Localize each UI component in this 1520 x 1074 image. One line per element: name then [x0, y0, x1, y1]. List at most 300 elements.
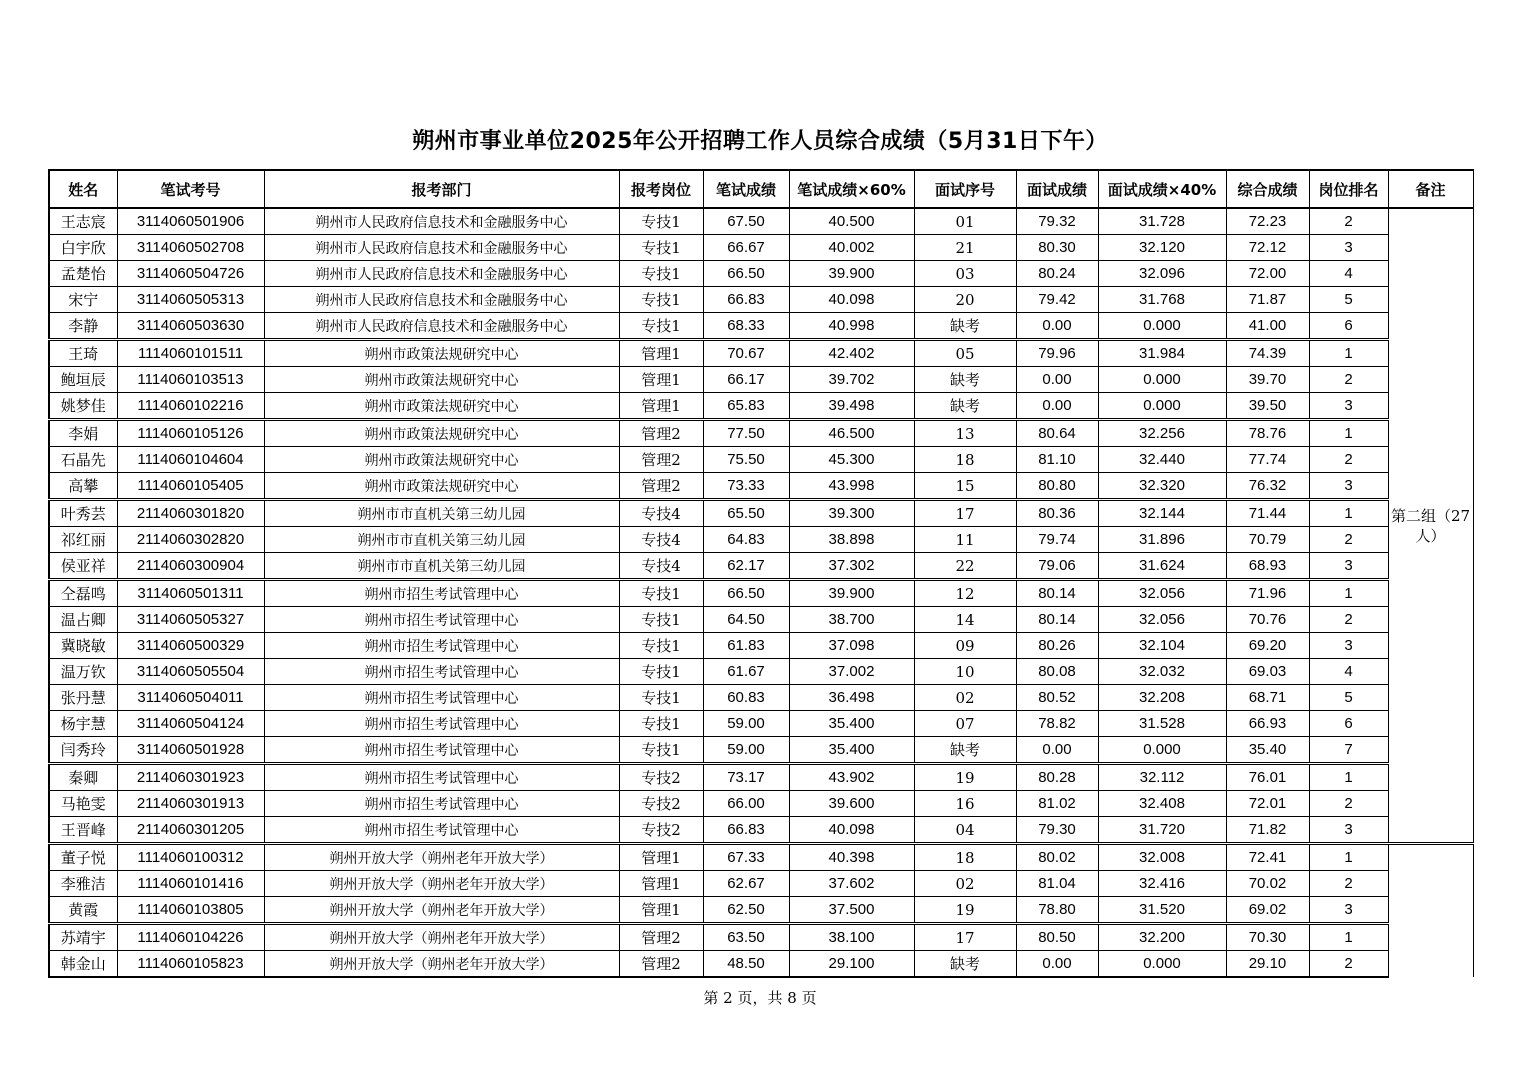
- cell-seq: 02: [914, 871, 1016, 897]
- cell-written: 68.33: [703, 313, 789, 340]
- cell-written-60: 39.600: [789, 791, 914, 817]
- cell-seq: 07: [914, 711, 1016, 737]
- cell-interview-40: 32.320: [1098, 473, 1226, 500]
- cell-dept: 朔州开放大学（朔州老年开放大学）: [264, 871, 619, 897]
- cell-post: 管理1: [619, 340, 703, 367]
- cell-dept: 朔州市政策法规研究中心: [264, 393, 619, 420]
- cell-written-60: 35.400: [789, 711, 914, 737]
- cell-written-60: 46.500: [789, 420, 914, 447]
- cell-dept: 朔州市招生考试管理中心: [264, 659, 619, 685]
- cell-rank: 3: [1309, 633, 1388, 659]
- cell-exam-id: 2114060301205: [117, 817, 264, 844]
- score-table: [48, 169, 1474, 978]
- footer-prefix: 第: [703, 989, 719, 1007]
- cell-exam-id: 3114060505327: [117, 607, 264, 633]
- cell-interview: 79.32: [1016, 208, 1098, 235]
- cell-post: 专技2: [619, 817, 703, 844]
- cell-written: 64.83: [703, 527, 789, 553]
- table-row: [49, 897, 1473, 924]
- table-row: [49, 871, 1473, 897]
- cell-name: 温占卿: [49, 607, 117, 633]
- cell-name: 宋宁: [49, 287, 117, 313]
- cell-dept: 朔州市市直机关第三幼儿园: [264, 500, 619, 527]
- cell-interview-40: 31.728: [1098, 208, 1226, 235]
- table-row: [49, 924, 1473, 951]
- cell-exam-id: 1114060101416: [117, 871, 264, 897]
- cell-written: 66.83: [703, 287, 789, 313]
- cell-seq: 15: [914, 473, 1016, 500]
- cell-post: 管理2: [619, 447, 703, 473]
- cell-written: 59.00: [703, 737, 789, 764]
- cell-seq: 03: [914, 261, 1016, 287]
- cell-interview-40: 32.440: [1098, 447, 1226, 473]
- cell-interview: 78.80: [1016, 897, 1098, 924]
- cell-interview-40: 0.000: [1098, 951, 1226, 978]
- cell-interview-40: 32.416: [1098, 871, 1226, 897]
- cell-name: 闫秀玲: [49, 737, 117, 764]
- cell-dept: 朔州开放大学（朔州老年开放大学）: [264, 924, 619, 951]
- cell-written: 77.50: [703, 420, 789, 447]
- cell-written: 66.17: [703, 367, 789, 393]
- cell-written: 66.50: [703, 261, 789, 287]
- table-row: [49, 527, 1473, 553]
- cell-interview: 81.04: [1016, 871, 1098, 897]
- cell-interview-40: 32.056: [1098, 607, 1226, 633]
- cell-exam-id: 2114060301913: [117, 791, 264, 817]
- cell-written: 62.50: [703, 897, 789, 924]
- cell-total: 70.76: [1226, 607, 1309, 633]
- cell-total: 76.32: [1226, 473, 1309, 500]
- table-row: [49, 685, 1473, 711]
- cell-post: 专技1: [619, 261, 703, 287]
- cell-post: 专技1: [619, 287, 703, 313]
- cell-seq: 02: [914, 685, 1016, 711]
- cell-rank: 2: [1309, 208, 1388, 235]
- cell-exam-id: 1114060102216: [117, 393, 264, 420]
- cell-interview: 80.28: [1016, 764, 1098, 791]
- cell-name: 孟楚怡: [49, 261, 117, 287]
- cell-name: 董子悦: [49, 844, 117, 871]
- cell-rank: 2: [1309, 871, 1388, 897]
- cell-exam-id: 2114060302820: [117, 527, 264, 553]
- cell-dept: 朔州开放大学（朔州老年开放大学）: [264, 951, 619, 978]
- cell-rank: 3: [1309, 553, 1388, 580]
- cell-exam-id: 3114060504011: [117, 685, 264, 711]
- cell-seq: 19: [914, 764, 1016, 791]
- cell-rank: 1: [1309, 340, 1388, 367]
- header-rank: 岗位排名: [1309, 170, 1388, 208]
- cell-exam-id: 3114060501906: [117, 208, 264, 235]
- cell-seq: 04: [914, 817, 1016, 844]
- cell-total: 71.87: [1226, 287, 1309, 313]
- cell-written-60: 37.098: [789, 633, 914, 659]
- cell-interview: 79.06: [1016, 553, 1098, 580]
- cell-total: 74.39: [1226, 340, 1309, 367]
- cell-rank: 4: [1309, 261, 1388, 287]
- cell-interview-40: 32.032: [1098, 659, 1226, 685]
- cell-interview-40: 31.520: [1098, 897, 1226, 924]
- cell-written-60: 37.500: [789, 897, 914, 924]
- cell-dept: 朔州市招生考试管理中心: [264, 791, 619, 817]
- cell-total: 68.71: [1226, 685, 1309, 711]
- cell-seq: 缺考: [914, 393, 1016, 420]
- cell-dept: 朔州市政策法规研究中心: [264, 447, 619, 473]
- cell-dept: 朔州市人民政府信息技术和金融服务中心: [264, 208, 619, 235]
- cell-exam-id: 3114060500329: [117, 633, 264, 659]
- cell-written-60: 39.900: [789, 580, 914, 607]
- cell-total: 77.74: [1226, 447, 1309, 473]
- cell-written: 62.17: [703, 553, 789, 580]
- cell-interview: 81.02: [1016, 791, 1098, 817]
- cell-interview: 80.24: [1016, 261, 1098, 287]
- cell-dept: 朔州市招生考试管理中心: [264, 633, 619, 659]
- cell-dept: 朔州开放大学（朔州老年开放大学）: [264, 897, 619, 924]
- cell-name: 杨宇慧: [49, 711, 117, 737]
- cell-written: 65.83: [703, 393, 789, 420]
- cell-dept: 朔州市招生考试管理中心: [264, 764, 619, 791]
- cell-interview: 80.30: [1016, 235, 1098, 261]
- cell-name: 温万钦: [49, 659, 117, 685]
- cell-post: 专技1: [619, 313, 703, 340]
- cell-name: 王晋峰: [49, 817, 117, 844]
- cell-dept: 朔州市人民政府信息技术和金融服务中心: [264, 235, 619, 261]
- cell-total: 66.93: [1226, 711, 1309, 737]
- cell-seq: 缺考: [914, 951, 1016, 978]
- cell-rank: 1: [1309, 924, 1388, 951]
- table-row: [49, 659, 1473, 685]
- cell-interview-40: 32.208: [1098, 685, 1226, 711]
- cell-interview: 80.26: [1016, 633, 1098, 659]
- cell-total: 70.79: [1226, 527, 1309, 553]
- header-row: [49, 170, 1473, 208]
- cell-rank: 5: [1309, 685, 1388, 711]
- cell-dept: 朔州市政策法规研究中心: [264, 367, 619, 393]
- header-seq: 面试序号: [914, 170, 1016, 208]
- cell-seq: 11: [914, 527, 1016, 553]
- cell-name: 叶秀芸: [49, 500, 117, 527]
- cell-written-60: 45.300: [789, 447, 914, 473]
- cell-dept: 朔州市人民政府信息技术和金融服务中心: [264, 287, 619, 313]
- cell-rank: 6: [1309, 711, 1388, 737]
- cell-interview-40: 0.000: [1098, 737, 1226, 764]
- cell-interview-40: 32.104: [1098, 633, 1226, 659]
- cell-dept: 朔州市招生考试管理中心: [264, 685, 619, 711]
- cell-written-60: 39.900: [789, 261, 914, 287]
- cell-written: 75.50: [703, 447, 789, 473]
- cell-seq: 21: [914, 235, 1016, 261]
- table-row: [49, 791, 1473, 817]
- cell-name: 侯亚祥: [49, 553, 117, 580]
- cell-interview-40: 32.056: [1098, 580, 1226, 607]
- cell-name: 王琦: [49, 340, 117, 367]
- table-row: [49, 208, 1473, 235]
- cell-dept: 朔州市市直机关第三幼儿园: [264, 553, 619, 580]
- cell-written-60: 35.400: [789, 737, 914, 764]
- cell-total: 72.23: [1226, 208, 1309, 235]
- cell-written: 66.00: [703, 791, 789, 817]
- cell-total: 35.40: [1226, 737, 1309, 764]
- cell-written-60: 40.098: [789, 817, 914, 844]
- cell-post: 管理1: [619, 393, 703, 420]
- cell-rank: 1: [1309, 420, 1388, 447]
- cell-exam-id: 1114060105823: [117, 951, 264, 978]
- cell-name: 黄霞: [49, 897, 117, 924]
- cell-written-60: 37.302: [789, 553, 914, 580]
- table-row: [49, 951, 1473, 978]
- footer-total-pages: 8: [787, 989, 797, 1007]
- cell-rank: 2: [1309, 791, 1388, 817]
- cell-rank: 6: [1309, 313, 1388, 340]
- table-row: [49, 737, 1473, 764]
- cell-name: 张丹慧: [49, 685, 117, 711]
- cell-written-60: 29.100: [789, 951, 914, 978]
- cell-interview: 81.10: [1016, 447, 1098, 473]
- cell-written-60: 38.700: [789, 607, 914, 633]
- cell-exam-id: 2114060300904: [117, 553, 264, 580]
- cell-post: 管理1: [619, 844, 703, 871]
- cell-post: 专技1: [619, 208, 703, 235]
- cell-written: 73.17: [703, 764, 789, 791]
- cell-name: 韩金山: [49, 951, 117, 978]
- cell-interview: 79.74: [1016, 527, 1098, 553]
- cell-post: 专技1: [619, 659, 703, 685]
- cell-written: 61.67: [703, 659, 789, 685]
- cell-written: 60.83: [703, 685, 789, 711]
- cell-written: 65.50: [703, 500, 789, 527]
- cell-total: 78.76: [1226, 420, 1309, 447]
- cell-interview-40: 31.528: [1098, 711, 1226, 737]
- cell-seq: 13: [914, 420, 1016, 447]
- cell-interview: 78.82: [1016, 711, 1098, 737]
- cell-post: 管理2: [619, 951, 703, 978]
- cell-seq: 05: [914, 340, 1016, 367]
- header-remark: 备注: [1388, 170, 1473, 208]
- cell-seq: 14: [914, 607, 1016, 633]
- header-interview: 面试成绩: [1016, 170, 1098, 208]
- cell-post: 专技1: [619, 711, 703, 737]
- table-row: [49, 261, 1473, 287]
- table-row: [49, 473, 1473, 500]
- cell-name: 仝磊鸣: [49, 580, 117, 607]
- cell-dept: 朔州市政策法规研究中心: [264, 473, 619, 500]
- cell-exam-id: 3114060501928: [117, 737, 264, 764]
- cell-interview: 80.14: [1016, 580, 1098, 607]
- cell-exam-id: 3114060505504: [117, 659, 264, 685]
- table-row: [49, 367, 1473, 393]
- cell-written-60: 43.998: [789, 473, 914, 500]
- cell-interview: 79.30: [1016, 817, 1098, 844]
- cell-post: 专技1: [619, 737, 703, 764]
- cell-written-60: 40.998: [789, 313, 914, 340]
- cell-interview-40: 31.896: [1098, 527, 1226, 553]
- footer-middle: 页，共: [737, 989, 783, 1007]
- cell-name: 白宇欣: [49, 235, 117, 261]
- cell-rank: 2: [1309, 951, 1388, 978]
- header-interview-40: 面试成绩×40%: [1098, 170, 1226, 208]
- cell-total: 71.44: [1226, 500, 1309, 527]
- cell-interview: 80.52: [1016, 685, 1098, 711]
- cell-remark-group-2: 第二组（27人）: [1388, 208, 1473, 844]
- table-row: [49, 235, 1473, 261]
- cell-rank: 1: [1309, 580, 1388, 607]
- cell-interview-40: 31.768: [1098, 287, 1226, 313]
- page-footer: [0, 987, 1520, 1008]
- cell-interview: 79.96: [1016, 340, 1098, 367]
- cell-name: 马艳雯: [49, 791, 117, 817]
- cell-written-60: 40.002: [789, 235, 914, 261]
- cell-total: 72.00: [1226, 261, 1309, 287]
- cell-seq: 01: [914, 208, 1016, 235]
- cell-exam-id: 1114060105126: [117, 420, 264, 447]
- cell-written-60: 39.702: [789, 367, 914, 393]
- cell-exam-id: 1114060103805: [117, 897, 264, 924]
- cell-total: 70.30: [1226, 924, 1309, 951]
- cell-exam-id: 3114060504124: [117, 711, 264, 737]
- header-total: 综合成绩: [1226, 170, 1309, 208]
- cell-interview-40: 32.144: [1098, 500, 1226, 527]
- table-row: [49, 420, 1473, 447]
- cell-seq: 22: [914, 553, 1016, 580]
- cell-interview-40: 0.000: [1098, 393, 1226, 420]
- cell-interview-40: 32.008: [1098, 844, 1226, 871]
- table-row: [49, 447, 1473, 473]
- cell-rank: 3: [1309, 897, 1388, 924]
- cell-written-60: 40.098: [789, 287, 914, 313]
- cell-written-60: 37.602: [789, 871, 914, 897]
- footer-page-number: 2: [723, 989, 733, 1007]
- cell-interview: 0.00: [1016, 313, 1098, 340]
- cell-interview-40: 31.984: [1098, 340, 1226, 367]
- cell-rank: 2: [1309, 367, 1388, 393]
- cell-seq: 20: [914, 287, 1016, 313]
- cell-written: 66.67: [703, 235, 789, 261]
- cell-interview-40: 32.112: [1098, 764, 1226, 791]
- cell-written-60: 39.300: [789, 500, 914, 527]
- cell-interview-40: 32.200: [1098, 924, 1226, 951]
- table-row: [49, 817, 1473, 844]
- cell-name: 苏靖宇: [49, 924, 117, 951]
- cell-total: 39.70: [1226, 367, 1309, 393]
- cell-post: 管理2: [619, 420, 703, 447]
- cell-post: 专技1: [619, 633, 703, 659]
- table-row: [49, 607, 1473, 633]
- cell-dept: 朔州市人民政府信息技术和金融服务中心: [264, 313, 619, 340]
- table-row: [49, 633, 1473, 659]
- cell-interview-40: 31.720: [1098, 817, 1226, 844]
- cell-seq: 缺考: [914, 313, 1016, 340]
- cell-interview: 80.14: [1016, 607, 1098, 633]
- cell-exam-id: 3114060501311: [117, 580, 264, 607]
- header-written-60: 笔试成绩×60%: [789, 170, 914, 208]
- cell-total: 76.01: [1226, 764, 1309, 791]
- cell-seq: 缺考: [914, 737, 1016, 764]
- cell-total: 72.41: [1226, 844, 1309, 871]
- cell-rank: 3: [1309, 393, 1388, 420]
- cell-name: 王志宸: [49, 208, 117, 235]
- table-row: [49, 764, 1473, 791]
- cell-rank: 1: [1309, 764, 1388, 791]
- cell-rank: 3: [1309, 473, 1388, 500]
- cell-interview: 80.08: [1016, 659, 1098, 685]
- cell-written-60: 39.498: [789, 393, 914, 420]
- cell-written: 61.83: [703, 633, 789, 659]
- cell-total: 39.50: [1226, 393, 1309, 420]
- cell-interview: 80.02: [1016, 844, 1098, 871]
- cell-total: 68.93: [1226, 553, 1309, 580]
- cell-name: 鲍垣辰: [49, 367, 117, 393]
- cell-written-60: 38.898: [789, 527, 914, 553]
- cell-post: 管理2: [619, 473, 703, 500]
- cell-written-60: 40.500: [789, 208, 914, 235]
- header-dept: 报考部门: [264, 170, 619, 208]
- cell-seq: 17: [914, 924, 1016, 951]
- cell-interview: 0.00: [1016, 393, 1098, 420]
- cell-rank: 1: [1309, 500, 1388, 527]
- cell-post: 管理1: [619, 871, 703, 897]
- cell-rank: 2: [1309, 607, 1388, 633]
- table-row: [49, 553, 1473, 580]
- header-exam-id: 笔试考号: [117, 170, 264, 208]
- cell-total: 72.12: [1226, 235, 1309, 261]
- header-post: 报考岗位: [619, 170, 703, 208]
- table-row: [49, 313, 1473, 340]
- cell-post: 专技1: [619, 235, 703, 261]
- cell-interview-40: 0.000: [1098, 367, 1226, 393]
- cell-post: 专技4: [619, 500, 703, 527]
- cell-written-60: 43.902: [789, 764, 914, 791]
- cell-dept: 朔州市招生考试管理中心: [264, 580, 619, 607]
- cell-dept: 朔州市政策法规研究中心: [264, 420, 619, 447]
- cell-total: 71.96: [1226, 580, 1309, 607]
- cell-name: 高攀: [49, 473, 117, 500]
- cell-exam-id: 3114060504726: [117, 261, 264, 287]
- cell-post: 专技1: [619, 685, 703, 711]
- table-row: [49, 500, 1473, 527]
- cell-post: 专技1: [619, 607, 703, 633]
- cell-name: 李雅洁: [49, 871, 117, 897]
- cell-total: 69.20: [1226, 633, 1309, 659]
- cell-written: 70.67: [703, 340, 789, 367]
- cell-post: 专技2: [619, 764, 703, 791]
- cell-post: 管理2: [619, 924, 703, 951]
- cell-exam-id: 1114060100312: [117, 844, 264, 871]
- cell-post: 管理1: [619, 897, 703, 924]
- table-row: [49, 844, 1473, 871]
- cell-interview-40: 0.000: [1098, 313, 1226, 340]
- cell-interview: 80.64: [1016, 420, 1098, 447]
- cell-total: 70.02: [1226, 871, 1309, 897]
- cell-written: 62.67: [703, 871, 789, 897]
- cell-written-60: 38.100: [789, 924, 914, 951]
- cell-written-60: 40.398: [789, 844, 914, 871]
- cell-written: 67.50: [703, 208, 789, 235]
- header-written: 笔试成绩: [703, 170, 789, 208]
- table-row: [49, 287, 1473, 313]
- cell-exam-id: 3114060503630: [117, 313, 264, 340]
- cell-seq: 18: [914, 844, 1016, 871]
- cell-exam-id: 1114060105405: [117, 473, 264, 500]
- cell-post: 专技4: [619, 527, 703, 553]
- cell-written: 73.33: [703, 473, 789, 500]
- cell-written: 67.33: [703, 844, 789, 871]
- cell-dept: 朔州市政策法规研究中心: [264, 340, 619, 367]
- cell-exam-id: 1114060104604: [117, 447, 264, 473]
- cell-exam-id: 1114060103513: [117, 367, 264, 393]
- table-row: [49, 580, 1473, 607]
- cell-name: 李静: [49, 313, 117, 340]
- cell-total: 69.03: [1226, 659, 1309, 685]
- cell-seq: 12: [914, 580, 1016, 607]
